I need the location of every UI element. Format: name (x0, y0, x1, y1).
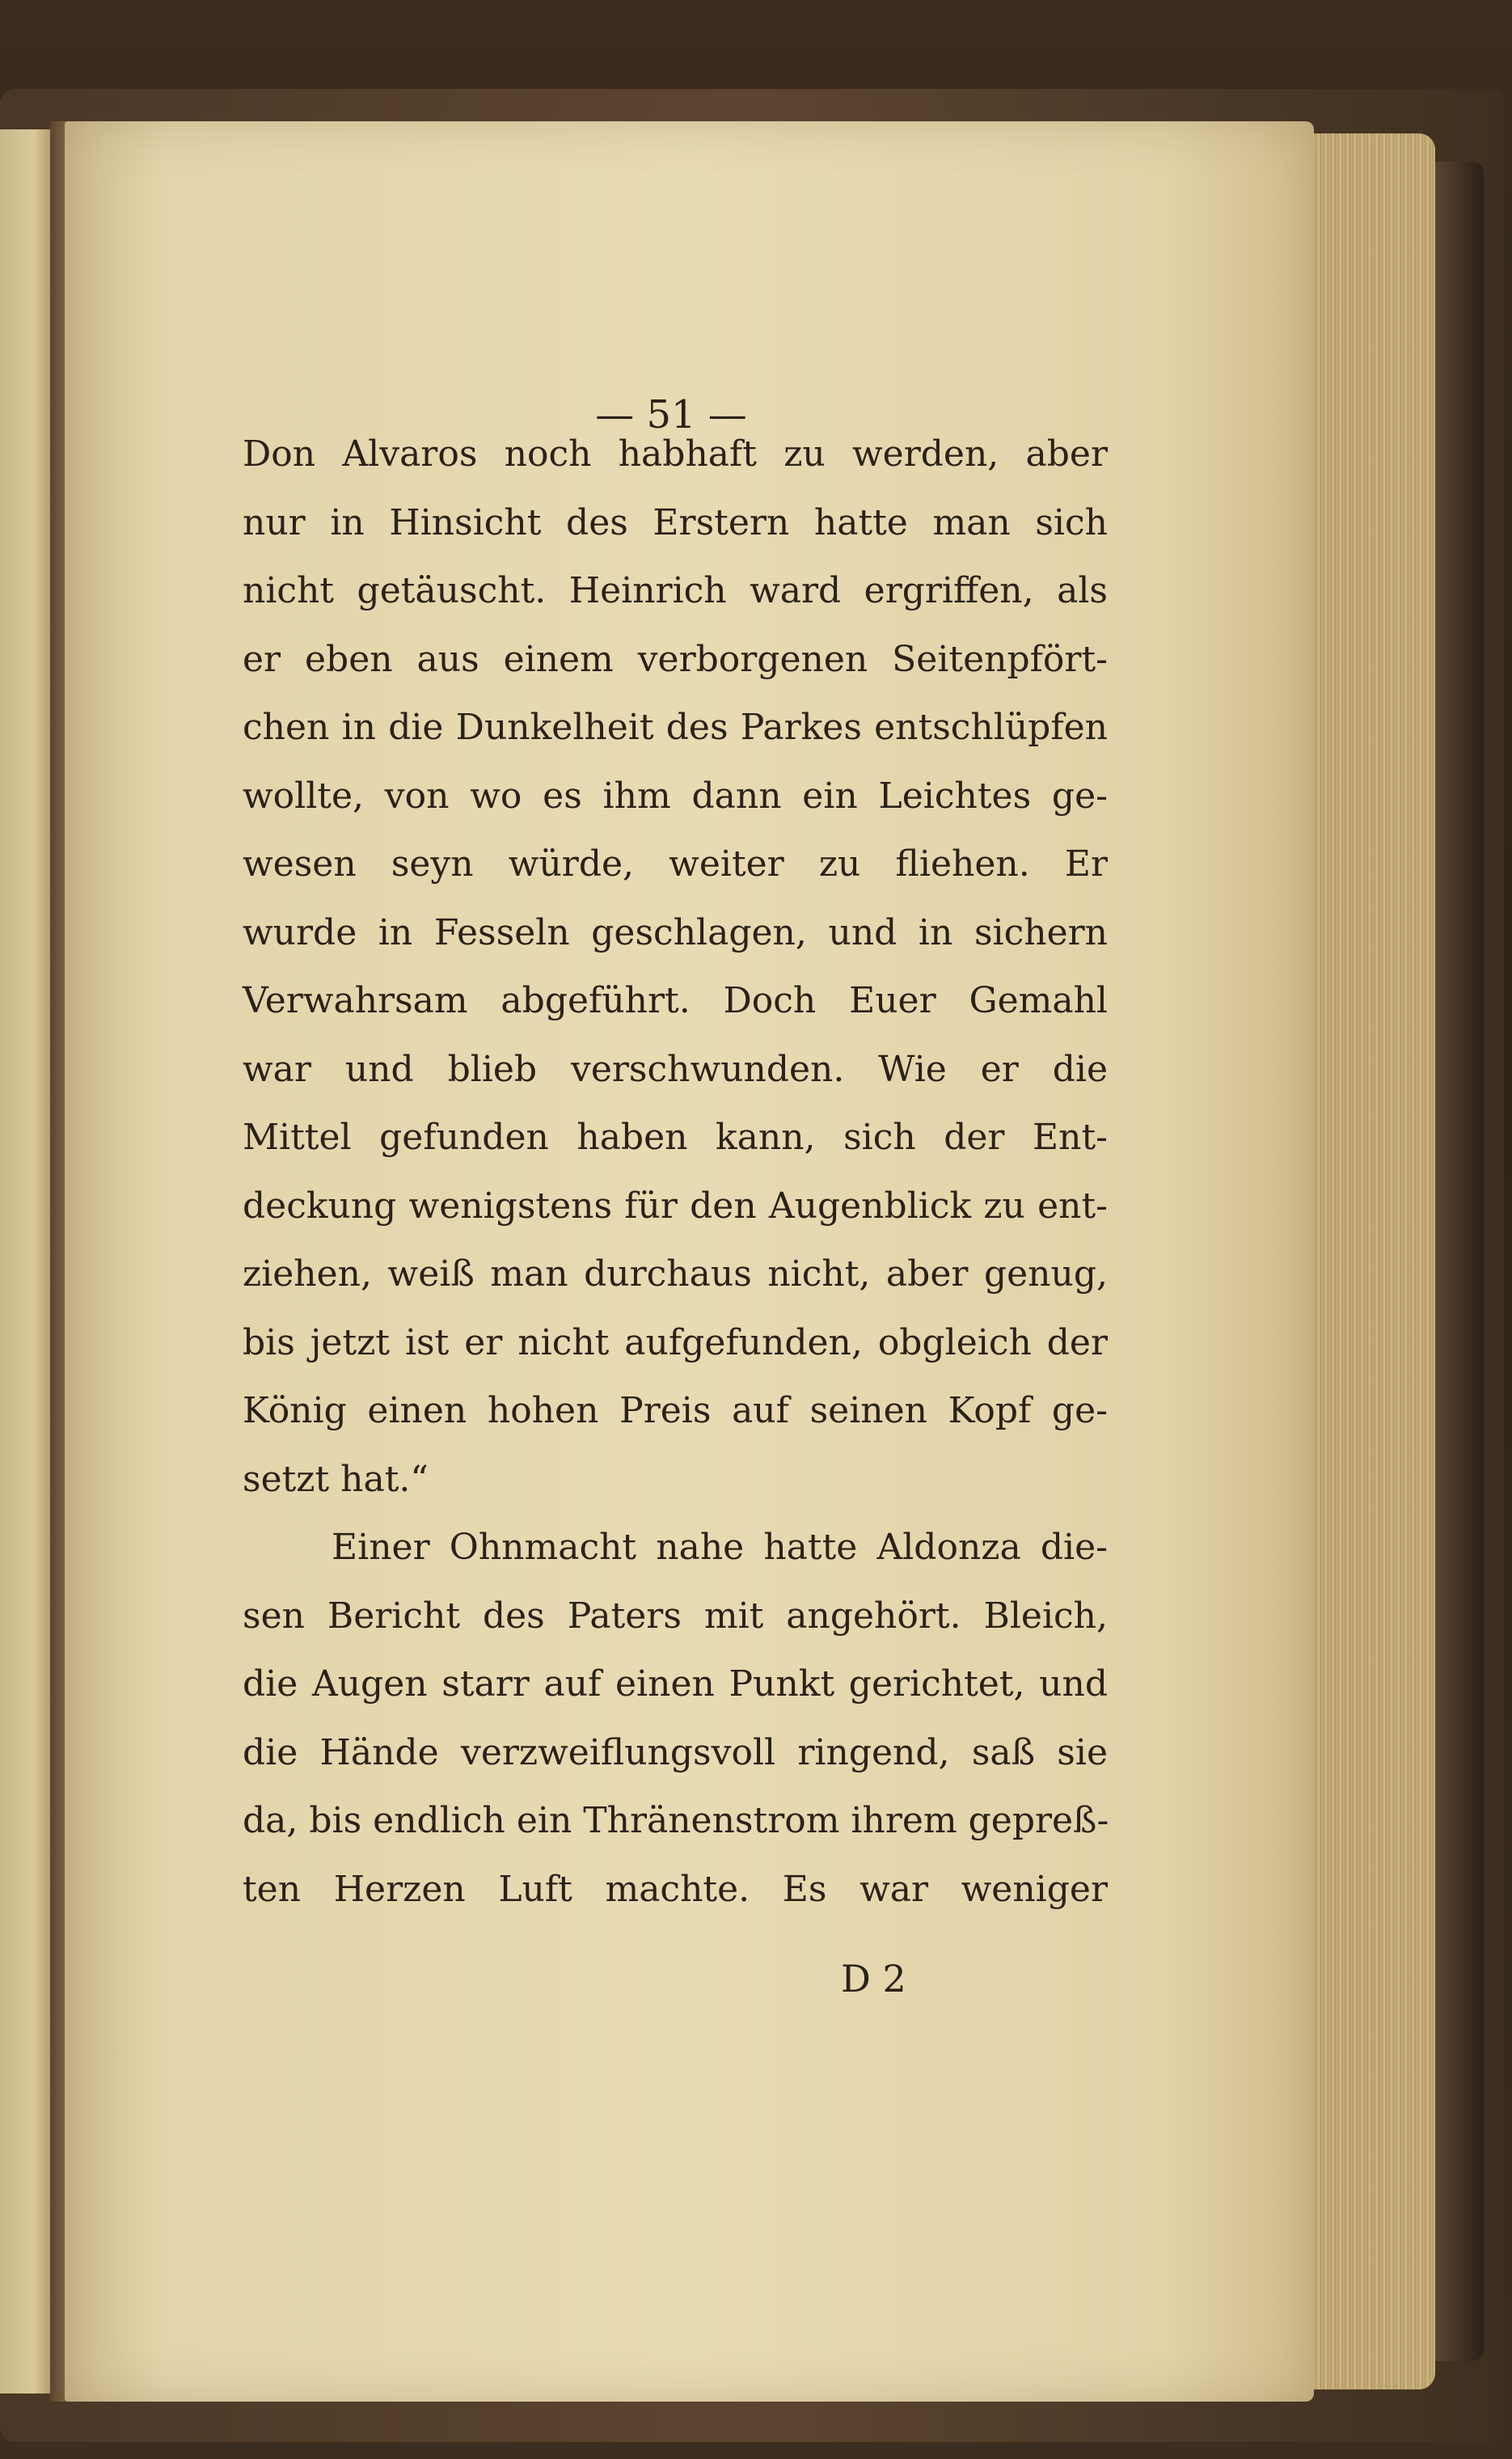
text-line: bis jetzt ist er nicht aufgefunden, obgleich der (243, 1321, 1108, 1363)
page-number: — 51 — (595, 392, 747, 437)
text-line: Don Alvaros noch habhaft zu werden, aber (243, 433, 1108, 475)
text-line: er eben aus einem verborgenen Seitenpfört- (243, 638, 1108, 680)
text-line: wesen seyn würde, weiter zu fliehen. Er (243, 843, 1108, 885)
text-line: Verwahrsam abgeführt. Doch Euer Gemahl (243, 980, 1108, 1021)
text-line: sen Bericht des Paters mit angehört. Bleich, (243, 1595, 1108, 1637)
paragraph-1 (243, 420, 1108, 1514)
text-line: wollte, von wo es ihm dann ein Leichtes ge- (243, 775, 1108, 817)
text-line: die Augen starr auf einen Punkt gerichtet, und (243, 1663, 1108, 1705)
text-line: ten Herzen Luft machte. Es war weniger (243, 1868, 1108, 1910)
text-line: Mittel gefunden haben kann, sich der Ent- (243, 1117, 1108, 1158)
text-line: König einen hohen Preis auf seinen Kopf ge- (243, 1390, 1108, 1431)
text-line: war und blieb verschwunden. Wie er die (243, 1048, 1108, 1090)
paragraph-2 (243, 1514, 1108, 1924)
left-page-edge (0, 129, 57, 2394)
text-line: nur in Hinsicht des Erstern hatte man sich (243, 501, 1108, 543)
text-line: setzt hat.“ (243, 1458, 429, 1500)
cover-edge-shadow (1435, 162, 1484, 2361)
page-block-edges (1314, 133, 1435, 2389)
text-line: nicht getäuscht. Heinrich ward ergriffen, als (243, 570, 1108, 611)
text-line: da, bis endlich ein Thränenstrom ihrem gepreß- (243, 1800, 1109, 1841)
text-line: deckung wenigstens für den Augenblick zu ent- (243, 1185, 1108, 1227)
text-line: wurde in Fesseln geschlagen, und in sichern (243, 911, 1108, 953)
signature-mark: D 2 (841, 1957, 906, 2001)
text-line: die Hände verzweiflungsvoll ringend, saß sie (243, 1731, 1108, 1773)
text-line: chen in die Dunkelheit des Parkes entschlüpfen (243, 707, 1108, 748)
text-line: ziehen, weiß man durchaus nicht, aber genug, (243, 1253, 1108, 1295)
body-text (243, 420, 1108, 1924)
text-line: Einer Ohnmacht nahe hatte Aldonza die- (332, 1527, 1108, 1568)
